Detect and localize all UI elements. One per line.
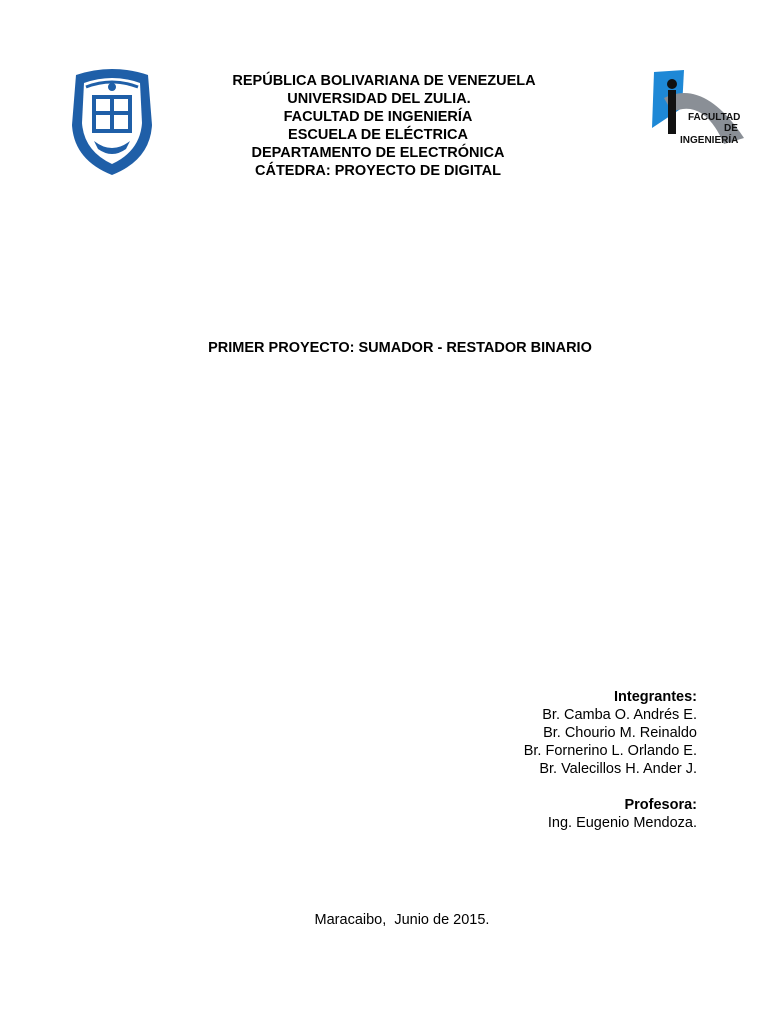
faculty-logo-text-1: FACULTAD — [688, 112, 741, 123]
members-heading: Integrantes: — [614, 689, 697, 705]
header-line: DEPARTAMENTO DE ELECTRÓNICA — [251, 145, 505, 161]
member-name: Br. Fornerino L. Orlando E. — [523, 743, 697, 759]
member-name: Br. Valecillos H. Ander J. — [539, 761, 697, 777]
header-line: UNIVERSIDAD DEL ZULIA. — [287, 91, 471, 107]
header-line: CÁTEDRA: PROYECTO DE DIGITAL — [255, 163, 501, 179]
document-header — [150, 72, 618, 180]
faculty-logo-text-2: DE — [724, 123, 738, 134]
member-name: Br. Camba O. Andrés E. — [542, 707, 697, 723]
teacher-name: Ing. Eugenio Mendoza. — [547, 815, 697, 831]
header-line: FACULTAD DE INGENIERÍA — [283, 109, 473, 125]
header-line: REPÚBLICA BOLIVARIANA DE VENEZUELA — [232, 73, 536, 89]
faculty-logo-text-3: INGENIERÍA — [680, 135, 739, 146]
faculty-engineering-logo-icon — [644, 68, 752, 150]
project-title: PRIMER PROYECTO: SUMADOR - RESTADOR BINARIO — [208, 340, 592, 356]
members-block — [524, 688, 697, 778]
place-date: Maracaibo, Junio de 2015. — [314, 912, 490, 928]
teacher-heading: Profesora: — [624, 797, 697, 813]
member-name: Br. Chourio M. Reinaldo — [543, 725, 697, 741]
header-line: ESCUELA DE ELÉCTRICA — [288, 127, 468, 143]
teacher-block — [548, 796, 697, 832]
